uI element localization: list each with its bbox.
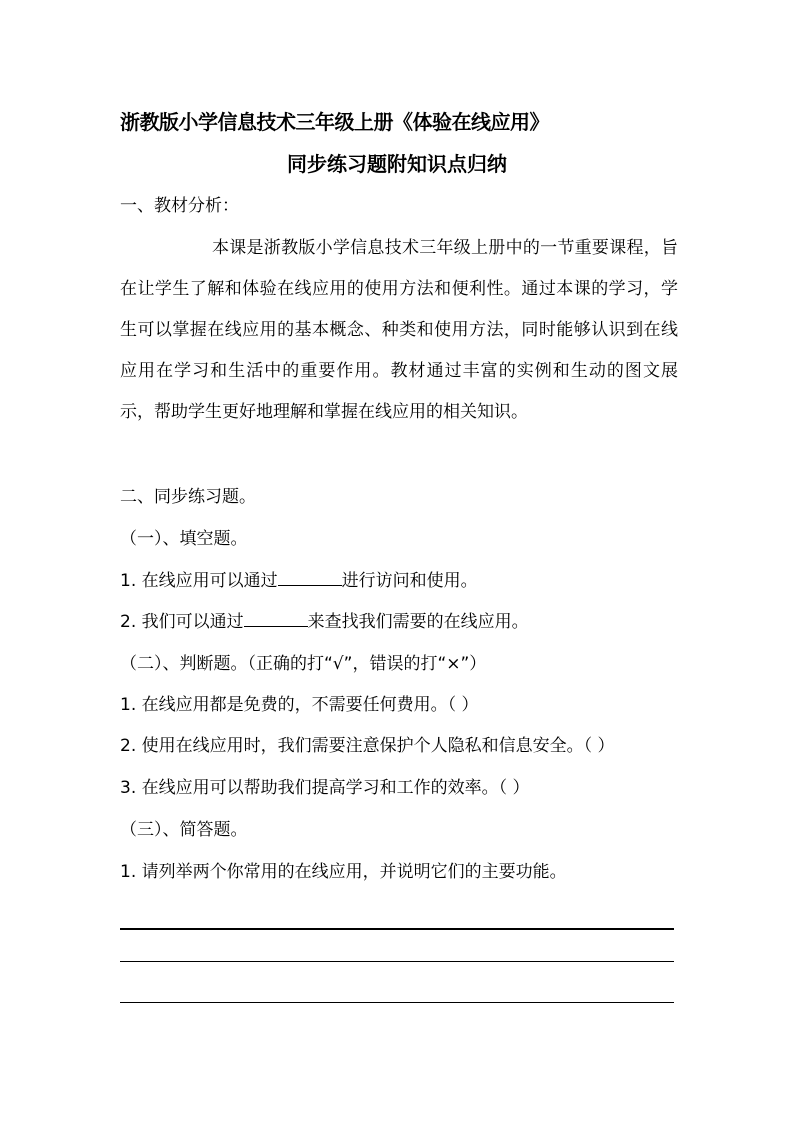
- answer-blank[interactable]: [278, 569, 342, 586]
- question-text-after: 进行访问和使用。: [341, 571, 478, 591]
- question-text-before: 我们可以通过: [141, 612, 244, 632]
- section-heading-exercises: 二、同步练习题。: [120, 487, 256, 507]
- question-text-before: 在线应用可以通过: [141, 571, 278, 591]
- section-heading-analysis: 一、教材分析：: [120, 196, 239, 216]
- document-subtitle: 同步练习题附知识点归纳: [287, 152, 507, 176]
- fill-blank-question-2: [120, 607, 529, 632]
- short-answer-question-1: 1. 请列举两个你常用的在线应用，并说明它们的主要功能。: [120, 862, 567, 882]
- true-false-question-1: 1. 在线应用都是免费的，不需要任何费用。（ ）: [120, 695, 479, 715]
- analysis-paragraph: 本课是浙教版小学信息技术三年级上册中的一节重要课程，旨在让学生了解和体验在线应用的使用方法和便利性。通过本课的学习，学生可以掌握在线应用的基本概念、种类和使用方法，同时能够认识到在线应用在学习和生活中的重要作用。教材通过丰富的实例和生动的图文展示，帮助学生更好地理解和掌握在线应用的相关知识。: [120, 238, 678, 422]
- question-number: 2.: [120, 612, 137, 632]
- part-heading-fill-blank: （一）、填空题。: [120, 529, 248, 549]
- true-false-question-2: 2. 使用在线应用时，我们需要注意保护个人隐私和信息安全。（ ）: [120, 736, 615, 756]
- part-heading-short-answer: （三）、简答题。: [120, 820, 248, 840]
- part-heading-true-false: （二）、判断题。（正确的打“√”，错误的打“×”）: [120, 654, 487, 674]
- answer-blank[interactable]: [244, 610, 308, 627]
- question-number: 1.: [120, 571, 137, 591]
- answer-line[interactable]: [120, 928, 674, 930]
- question-text-after: 来查找我们需要的在线应用。: [307, 612, 529, 632]
- answer-line[interactable]: [120, 961, 674, 962]
- fill-blank-question-1: [120, 566, 478, 591]
- answer-line[interactable]: [120, 1002, 674, 1003]
- document-title: 浙教版小学信息技术三年级上册《体验在线应用》: [120, 110, 549, 134]
- true-false-question-3: 3. 在线应用可以帮助我们提高学习和工作的效率。（ ）: [120, 778, 530, 798]
